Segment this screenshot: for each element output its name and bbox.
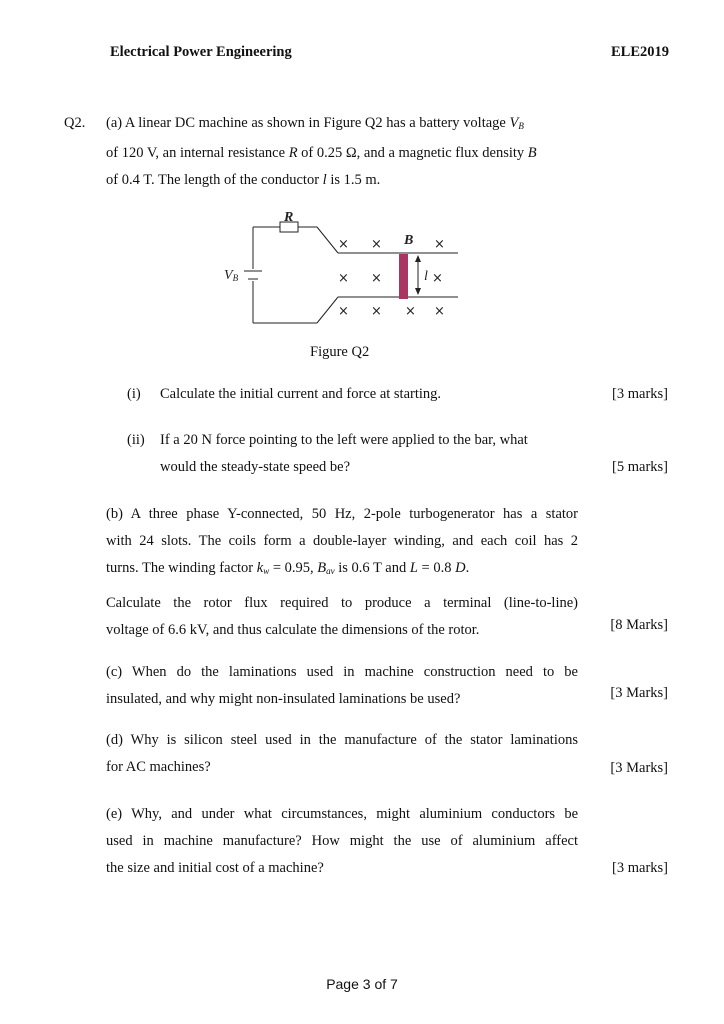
q2c-marks: [3 Marks]: [610, 685, 668, 701]
svg-text:VB: [224, 268, 239, 283]
cross-mark: ×: [371, 237, 382, 252]
cross-mark: ×: [405, 304, 416, 319]
q2d-marks: [3 Marks]: [610, 760, 668, 776]
figure-q2: [210, 200, 470, 332]
header-code: ELE2019: [610, 44, 669, 60]
q2b-calc-text: Calculate the rotor flux required to produce a terminal (line-to-line) voltage of 6.6 kV, and thus calculate the dimensions of the rotor.: [106, 595, 578, 638]
cross-mark: ×: [338, 304, 349, 319]
question-number: Q2.: [64, 115, 86, 131]
page-number: Page 3 of 7: [326, 976, 398, 992]
subq-ii-text: If a 20 N force pointing to the left were applied to the bar, what would the steady-state speed be?: [160, 432, 528, 475]
battery-label: V: [224, 268, 233, 283]
cross-mark: ×: [434, 237, 445, 252]
header-title: Electrical Power Engineering: [110, 44, 292, 60]
cross-mark: ×: [338, 271, 349, 286]
cross-mark: ×: [371, 304, 382, 319]
subq-i-marks: [3 marks]: [612, 386, 668, 402]
cross-mark: ×: [434, 304, 445, 319]
conductor-bar: [399, 254, 408, 299]
cross-mark: ×: [338, 237, 349, 252]
q2c-text: (c) When do the laminations used in machine construction need to be insulated, and why might non-insulated laminations be used?: [106, 664, 578, 707]
q2b-marks: [8 Marks]: [610, 617, 668, 633]
subq-ii-marks: [5 marks]: [612, 459, 668, 475]
resistor-label: R: [284, 210, 294, 225]
q2d-text: (d) Why is silicon steel used in the manufacture of the stator laminations for AC machines?: [106, 732, 578, 775]
battery-label-sub: B: [232, 273, 239, 283]
q2b-text: (b) A three phase Y-connected, 50 Hz, 2-pole turbogenerator has a stator with 24 slots. The coils form a double-layer winding, and each coil has 2 turns. The winding factor $k_w = 0.95$, $B_{av}$ is 0.6 T and L = 0.8 D.: [106, 506, 578, 576]
length-label: l: [424, 269, 428, 284]
figure-caption: Figure Q2: [310, 344, 370, 360]
cross-mark: ×: [432, 271, 443, 286]
subq-i-number: (i): [127, 386, 141, 402]
cross-mark: ×: [371, 271, 382, 286]
subq-ii-number: (ii): [127, 432, 145, 448]
subq-i-text: Calculate the initial current and force at starting.: [160, 386, 442, 402]
q2e-text: (e) Why, and under what circumstances, might aluminium conductors be used in machine manufacture? How might the use of aluminium affect the size and initial cost of a machine?: [106, 806, 578, 876]
q2e-marks: [3 marks]: [612, 860, 668, 876]
flux-label: B: [404, 233, 414, 248]
q2a-text: (a) A linear DC machine as shown in Figure Q2 has a battery voltage $V_B$ of 120 V, an internal resistance R of 0.25 Ω, and a magnetic flux density B of 0.4 T. The length of the conductor l is 1.5 m.: [106, 115, 537, 188]
